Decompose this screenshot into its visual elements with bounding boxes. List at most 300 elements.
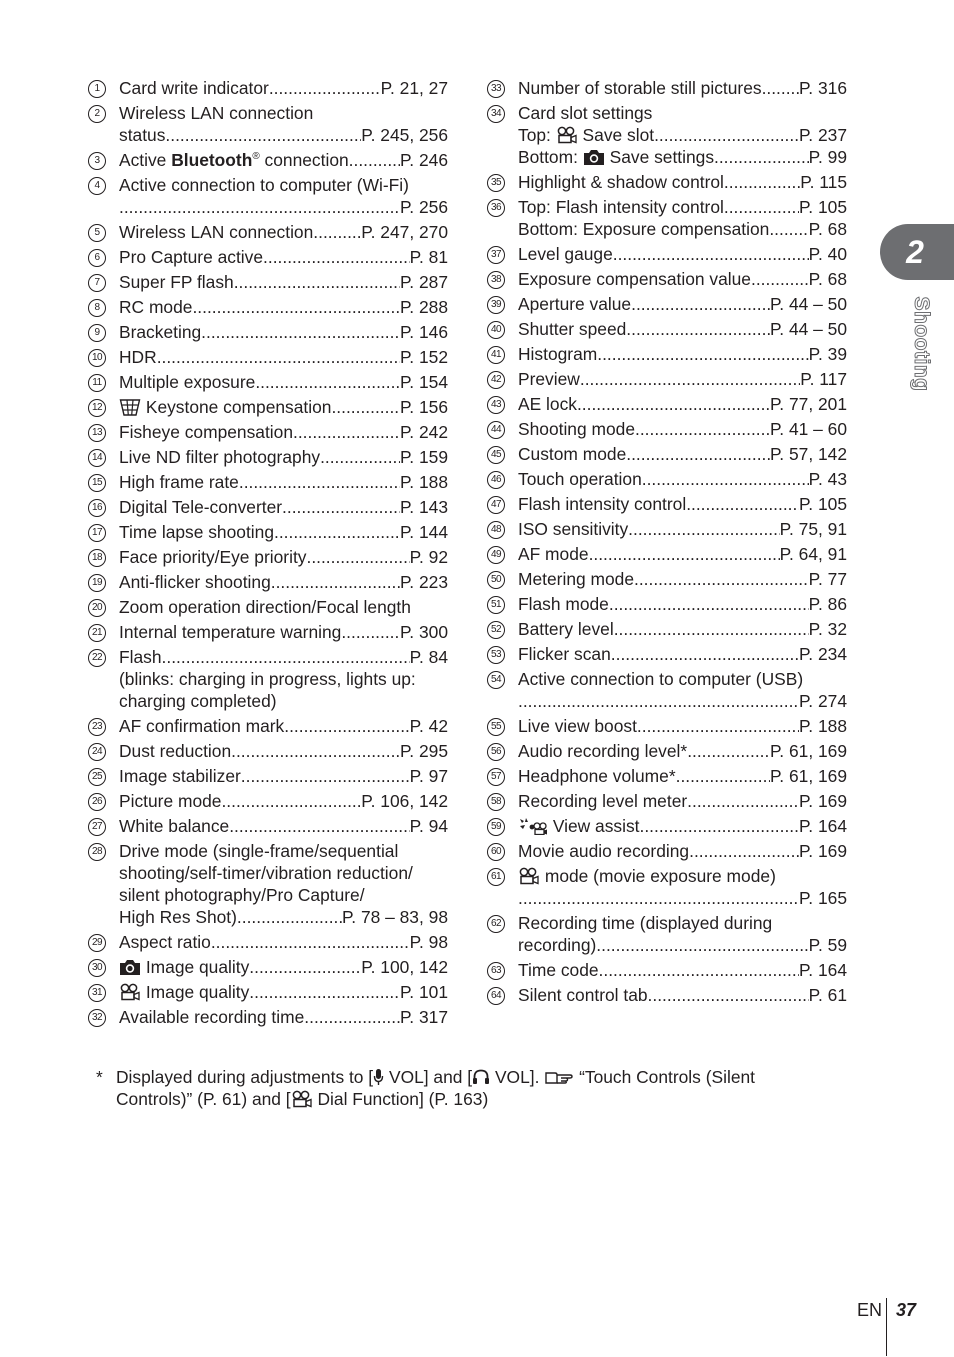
entry-label xyxy=(518,124,654,146)
entry-label xyxy=(518,740,687,762)
entry-line xyxy=(119,884,448,906)
entry-text: Top: Flash intensity control xyxy=(518,197,724,217)
entry-text: Image quality xyxy=(145,957,250,977)
entry-line xyxy=(518,815,847,837)
entry-line xyxy=(119,296,448,318)
entry-line xyxy=(119,906,448,928)
index-number: 18 xyxy=(88,549,106,567)
entry-text: Silent control tab xyxy=(518,985,648,1005)
entry-label xyxy=(119,421,293,443)
entry-label xyxy=(119,571,271,593)
entry-label xyxy=(119,646,162,668)
page-reference: P. 316 xyxy=(798,78,847,98)
page-reference: P. 223 xyxy=(399,572,448,592)
index-number: 31 xyxy=(88,984,106,1002)
entry-label xyxy=(518,268,751,290)
entry-text: Anti-flicker shooting xyxy=(119,572,271,592)
page-reference: P. 40 xyxy=(808,244,847,264)
entry-text: charging completed) xyxy=(119,691,277,711)
page-reference: P. 97 xyxy=(409,766,448,786)
chapter-label: Shooting xyxy=(910,296,933,392)
page-reference: P. 59 xyxy=(808,935,847,955)
dot-leader xyxy=(157,346,400,368)
dot-leader xyxy=(229,815,409,837)
entry-label xyxy=(119,1006,304,1028)
dot-leader xyxy=(631,293,770,315)
dot-leader xyxy=(628,518,779,540)
entry-label xyxy=(119,815,229,837)
entry-line xyxy=(119,124,448,146)
index-entry xyxy=(88,931,448,953)
index-entry xyxy=(88,596,448,618)
entry-text: Keystone compensation xyxy=(145,397,332,417)
dot-leader xyxy=(611,643,799,665)
entry-line xyxy=(119,421,448,443)
index-entry xyxy=(88,471,448,493)
entry-text: mode (movie exposure mode) xyxy=(544,866,776,886)
entry-label xyxy=(518,218,769,240)
page-reference: P. 247, 270 xyxy=(361,222,448,242)
index-entry xyxy=(487,268,847,290)
entry-text: Super FP flash xyxy=(119,272,234,292)
page-reference: P. 143 xyxy=(399,497,448,517)
entry-label xyxy=(518,293,631,315)
entry-label xyxy=(119,956,249,978)
entry-text: Pro Capture active xyxy=(119,247,264,267)
entry-label xyxy=(119,296,192,318)
dot-leader xyxy=(349,149,400,171)
entry-text: AF confirmation mark xyxy=(119,716,285,736)
index-entry xyxy=(487,493,847,515)
entry-label xyxy=(518,243,613,265)
index-number: 60 xyxy=(487,843,505,861)
dot-leader xyxy=(306,546,409,568)
entry-line xyxy=(119,496,448,518)
index-number: 13 xyxy=(88,424,106,442)
entry-text: Flash intensity control xyxy=(518,494,687,514)
dot-leader xyxy=(613,243,809,265)
registered-mark: ® xyxy=(252,151,260,163)
entry-label xyxy=(119,981,249,1003)
entry-line xyxy=(119,321,448,343)
dot-leader xyxy=(687,790,799,812)
entry-line xyxy=(119,271,448,293)
index-entry xyxy=(487,293,847,315)
entry-line xyxy=(518,393,847,415)
entry-text: Flash mode xyxy=(518,594,609,614)
page-reference: P. 288 xyxy=(399,297,448,317)
entry-text: Image stabilizer xyxy=(119,766,241,786)
page-reference: P. 146 xyxy=(399,322,448,342)
page-reference: P. 154 xyxy=(399,372,448,392)
page-reference: P. 44 – 50 xyxy=(769,319,847,339)
entry-line xyxy=(518,715,847,737)
dot-leader xyxy=(237,906,342,928)
index-number: 27 xyxy=(88,818,106,836)
entry-line xyxy=(518,493,847,515)
entry-label xyxy=(119,790,221,812)
page-reference: P. 39 xyxy=(808,344,847,364)
entry-label xyxy=(119,124,165,146)
index-entry xyxy=(487,318,847,340)
page-reference: P. 99 xyxy=(808,147,847,167)
index-number: 14 xyxy=(88,449,106,467)
entry-label xyxy=(518,840,689,862)
page-reference: P. 68 xyxy=(808,219,847,239)
index-entry xyxy=(88,149,448,171)
dot-leader xyxy=(119,196,400,218)
entry-label xyxy=(518,318,626,340)
entry-label xyxy=(119,740,231,762)
page-reference: P. 94 xyxy=(409,816,448,836)
index-number: 50 xyxy=(487,571,505,589)
index-entry xyxy=(487,815,847,837)
page-reference: P. 317 xyxy=(399,1007,448,1027)
index-entry xyxy=(88,77,448,99)
index-number: 23 xyxy=(88,718,106,736)
entry-line xyxy=(119,346,448,368)
index-entry xyxy=(88,446,448,468)
index-entry xyxy=(88,790,448,812)
entry-line xyxy=(518,418,847,440)
page-reference: P. 105 xyxy=(798,494,847,514)
dot-leader xyxy=(589,543,780,565)
page-reference: P. 164 xyxy=(798,960,847,980)
entry-text: (blinks: charging in progress, lights up: xyxy=(119,669,416,689)
index-number: 24 xyxy=(88,743,106,761)
entry-text: AF mode xyxy=(518,544,589,564)
entry-label xyxy=(518,643,611,665)
movie-icon xyxy=(556,126,578,144)
index-entry xyxy=(487,393,847,415)
entry-line xyxy=(518,668,847,690)
entry-text: Recording time (displayed during xyxy=(518,913,773,933)
dot-leader xyxy=(234,271,400,293)
index-entry xyxy=(88,102,448,146)
index-number: 64 xyxy=(487,987,505,1005)
index-entry xyxy=(88,646,448,712)
page-reference: P. 234 xyxy=(798,644,847,664)
page-reference: P. 105 xyxy=(798,197,847,217)
entry-label xyxy=(119,77,269,99)
entry-line xyxy=(119,1006,448,1028)
index-number: 58 xyxy=(487,793,505,811)
entry-label xyxy=(518,368,580,390)
index-entry xyxy=(487,643,847,665)
index-number: 48 xyxy=(487,521,505,539)
page-reference: P. 169 xyxy=(798,841,847,861)
headphone-icon xyxy=(472,1068,490,1086)
index-entry xyxy=(88,815,448,837)
entry-text: Active connection to computer (USB) xyxy=(518,669,804,689)
entry-label xyxy=(518,393,577,415)
page-reference: P. 169 xyxy=(798,791,847,811)
page-reference: P. 165 xyxy=(798,888,847,908)
dot-leader xyxy=(341,621,400,643)
entry-label xyxy=(119,321,201,343)
entry-line xyxy=(119,521,448,543)
dot-leader xyxy=(274,521,400,543)
camera-icon xyxy=(119,958,141,976)
dot-leader xyxy=(313,221,361,243)
index-number: 17 xyxy=(88,524,106,542)
entry-line xyxy=(518,765,847,787)
entry-text: Active xyxy=(119,150,172,170)
entry-line xyxy=(518,218,847,240)
entry-label xyxy=(518,468,642,490)
page-reference: P. 77 xyxy=(808,569,847,589)
dot-leader xyxy=(201,321,400,343)
index-entry xyxy=(487,468,847,490)
index-number: 41 xyxy=(487,346,505,364)
entry-line xyxy=(518,568,847,590)
dot-leader xyxy=(165,124,361,146)
dot-leader xyxy=(648,984,809,1006)
index-entry xyxy=(88,715,448,737)
entry-text: Number of storable still pictures xyxy=(518,78,762,98)
entry-text: recording) xyxy=(518,935,597,955)
entry-text: View assist xyxy=(552,816,640,836)
dot-leader xyxy=(241,765,410,787)
dot-leader xyxy=(762,77,799,99)
entry-label xyxy=(518,493,686,515)
dot-leader xyxy=(714,146,809,168)
index-number: 39 xyxy=(487,296,505,314)
index-entry xyxy=(88,371,448,393)
entry-text: AE lock xyxy=(518,394,577,414)
index-entry xyxy=(487,912,847,956)
index-entry xyxy=(487,568,847,590)
index-number: 28 xyxy=(88,843,106,861)
dot-leader xyxy=(162,646,410,668)
page-reference: P. 237 xyxy=(798,125,847,145)
entry-line xyxy=(119,840,448,862)
dot-leader xyxy=(637,715,799,737)
dot-leader xyxy=(192,296,400,318)
entry-label xyxy=(119,221,313,243)
page-reference: P. 61, 169 xyxy=(769,741,847,761)
footnote-text xyxy=(96,1066,816,1110)
entry-label xyxy=(518,765,676,787)
index-number: 63 xyxy=(487,962,505,980)
entry-line xyxy=(119,621,448,643)
dot-leader xyxy=(518,887,799,909)
page-reference: P. 188 xyxy=(798,716,847,736)
index-entry xyxy=(487,865,847,909)
footnote-part3: VOL]. xyxy=(490,1067,545,1087)
index-number: 10 xyxy=(88,349,106,367)
index-number: 8 xyxy=(88,299,106,317)
entry-text: Metering mode xyxy=(518,569,634,589)
entry-line xyxy=(518,196,847,218)
dot-leader xyxy=(724,171,800,193)
index-entry xyxy=(88,421,448,443)
entry-text: Bottom: Exposure compensation xyxy=(518,219,770,239)
index-number: 62 xyxy=(487,915,505,933)
page-reference: P. 61 xyxy=(808,985,847,1005)
footnote-part6: Dial Function] (P. 163) xyxy=(312,1089,489,1109)
entry-line xyxy=(119,221,448,243)
index-entry xyxy=(88,621,448,643)
entry-text: Audio recording level* xyxy=(518,741,688,761)
index-number: 52 xyxy=(487,621,505,639)
page-reference: P. 246 xyxy=(399,150,448,170)
index-entry xyxy=(88,765,448,787)
index-number: 2 xyxy=(88,105,106,123)
entry-text: White balance xyxy=(119,816,230,836)
index-number: 9 xyxy=(88,324,106,342)
index-entry xyxy=(88,346,448,368)
entry-line xyxy=(518,865,847,887)
index-number: 54 xyxy=(487,671,505,689)
entry-text: Recording level meter xyxy=(518,791,688,811)
page-reference: P. 42 xyxy=(409,716,448,736)
entry-text: Wireless LAN connection xyxy=(119,103,314,123)
entry-line xyxy=(518,543,847,565)
index-number: 56 xyxy=(487,743,505,761)
index-entry xyxy=(88,956,448,978)
dot-leader xyxy=(293,421,400,443)
index-number: 1 xyxy=(88,80,106,98)
index-number: 35 xyxy=(487,174,505,192)
entry-line xyxy=(518,984,847,1006)
index-number: 33 xyxy=(487,80,505,98)
index-entry xyxy=(487,368,847,390)
index-number: 46 xyxy=(487,471,505,489)
movie-icon xyxy=(518,867,540,885)
index-entry xyxy=(88,321,448,343)
index-entry xyxy=(88,396,448,418)
movie-icon xyxy=(119,983,141,1001)
dot-leader xyxy=(626,443,770,465)
index-entry xyxy=(88,174,448,218)
footnote-part5: Controls)” (P. 61) and [ xyxy=(116,1089,291,1109)
page-reference: P. 78 – 83, 98 xyxy=(341,907,448,927)
entry-line xyxy=(518,146,847,168)
dot-leader xyxy=(614,618,809,640)
index-number: 11 xyxy=(88,374,106,392)
entry-line xyxy=(119,815,448,837)
entry-label xyxy=(119,906,237,928)
page-reference: P. 256 xyxy=(399,197,448,217)
footnote-star: * xyxy=(96,1067,103,1087)
entry-line xyxy=(119,77,448,99)
index-entry xyxy=(487,715,847,737)
entry-line xyxy=(518,912,847,934)
page-reference: P. 159 xyxy=(399,447,448,467)
index-entry xyxy=(88,546,448,568)
index-entry xyxy=(88,840,448,928)
page-reference: P. 44 – 50 xyxy=(769,294,847,314)
dot-leader xyxy=(282,496,400,518)
entry-label xyxy=(518,443,626,465)
entry-line xyxy=(518,243,847,265)
dot-leader xyxy=(249,956,361,978)
entry-text: Touch operation xyxy=(518,469,642,489)
dot-leader xyxy=(724,196,799,218)
entry-text: Shutter speed xyxy=(518,319,627,339)
dot-leader xyxy=(689,840,799,862)
page-reference: P. 41 – 60 xyxy=(769,419,847,439)
entry-line xyxy=(119,596,448,618)
entry-line xyxy=(119,371,448,393)
entry-label xyxy=(518,568,634,590)
keystone-icon xyxy=(119,398,141,416)
entry-text: RC mode xyxy=(119,297,193,317)
entry-label xyxy=(518,146,714,168)
entry-label xyxy=(119,271,234,293)
dot-leader xyxy=(686,493,799,515)
entry-line xyxy=(119,174,448,196)
entry-line xyxy=(119,546,448,568)
index-number: 3 xyxy=(88,152,106,170)
page-reference: P. 86 xyxy=(808,594,847,614)
index-number: 21 xyxy=(88,624,106,642)
entry-text: Aspect ratio xyxy=(119,932,211,952)
entry-line xyxy=(119,571,448,593)
dot-leader xyxy=(320,446,400,468)
entry-line xyxy=(518,887,847,909)
page-reference: P. 245, 256 xyxy=(361,125,448,145)
chapter-number: 2 xyxy=(906,234,924,270)
index-number: 25 xyxy=(88,768,106,786)
page-reference: P. 98 xyxy=(409,932,448,952)
index-entry xyxy=(88,740,448,762)
footnote-part1: Displayed during adjustments to [ xyxy=(116,1067,374,1087)
page-reference: P. 81 xyxy=(409,247,448,267)
entry-label xyxy=(518,934,596,956)
index-number: 47 xyxy=(487,496,505,514)
index-number: 6 xyxy=(88,249,106,267)
entry-text: Card slot settings xyxy=(518,103,653,123)
index-number: 57 xyxy=(487,768,505,786)
entry-line xyxy=(119,102,448,124)
entry-label xyxy=(119,346,157,368)
dot-leader xyxy=(211,931,410,953)
index-entry xyxy=(88,521,448,543)
entry-text: silent photography/Pro Capture/ xyxy=(119,885,365,905)
index-number: 20 xyxy=(88,599,106,617)
entry-text: Save slot xyxy=(582,125,655,145)
entry-text: Aperture value xyxy=(518,294,632,314)
dot-leader xyxy=(687,740,770,762)
page-reference: P. 32 xyxy=(808,619,847,639)
entry-text: Live view boost xyxy=(518,716,637,736)
index-number: 30 xyxy=(88,959,106,977)
index-entry xyxy=(88,221,448,243)
entry-label xyxy=(119,246,263,268)
entry-line xyxy=(518,840,847,862)
page-reference: P. 68 xyxy=(808,269,847,289)
page-reference: P. 21, 27 xyxy=(380,78,448,98)
index-number: 36 xyxy=(487,199,505,217)
page-reference: P. 106, 142 xyxy=(361,791,448,811)
index-entry xyxy=(487,77,847,99)
page-reference: P. 84 xyxy=(409,647,448,667)
entry-label xyxy=(119,521,274,543)
index-number: 51 xyxy=(487,596,505,614)
entry-text: Active connection to computer (Wi-Fi) xyxy=(119,175,409,195)
index-entry xyxy=(487,343,847,365)
index-entry xyxy=(487,790,847,812)
index-number: 22 xyxy=(88,649,106,667)
entry-line xyxy=(518,643,847,665)
index-entry xyxy=(487,443,847,465)
index-number: 44 xyxy=(487,421,505,439)
index-entry xyxy=(88,296,448,318)
entry-label xyxy=(518,196,724,218)
dot-leader xyxy=(304,1006,400,1028)
